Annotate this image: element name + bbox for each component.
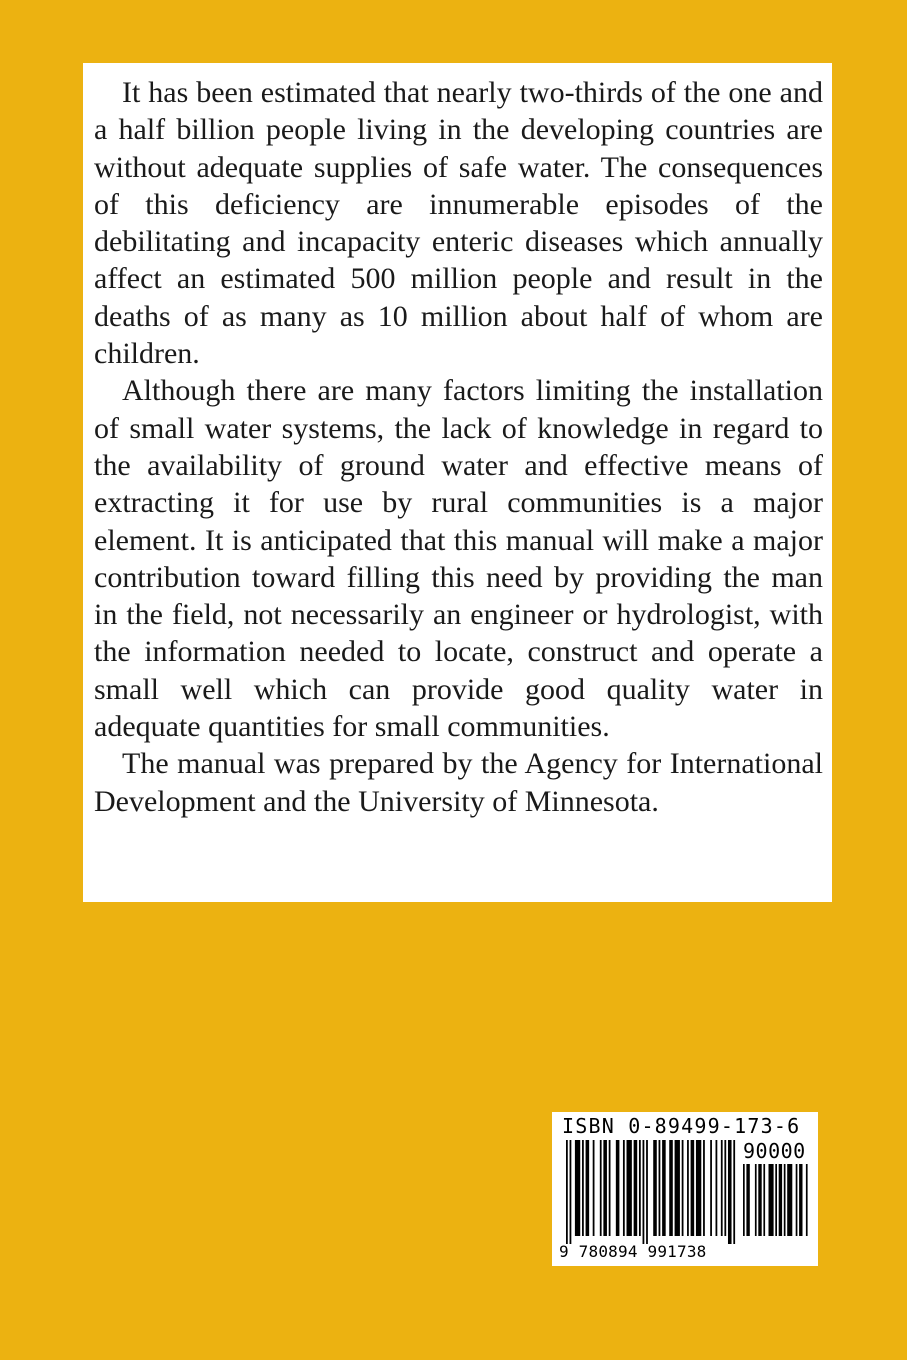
description-paragraph-3: The manual was prepared by the Agency for International Development and the University of Minnesota. (94, 747, 823, 818)
price-code: 90000 (743, 1139, 806, 1163)
isbn-label: ISBN 0-89499-173-6 (562, 1114, 801, 1138)
description-paragraph-1: It has been estimated that nearly two-thirds of the one and a half billion people living in the developing countries are without adequate supplies of safe water. The consequences of this deficiency are innumerable episodes of the debilitating and incapacity enteric diseases which annually affect an estimated 500 million people and result in the deaths of as many as 10 million about half of whom are children. (94, 76, 823, 371)
ean-barcode-bars (566, 1140, 736, 1244)
description-paragraph-2: Although there are many factors limiting the installation of small water systems, the lack of knowledge in regard to the availability of ground water and effective means of extracting it for use by rural communities is a major element. It is anticipated that this manual will make a major contribution toward filling this need by providing the man in the field, not necessarily an engineer or hydrologist, with the information needed to locate, construct and operate a small well which can provide good quality water in adequate quantities for small communities. (94, 374, 823, 744)
ean-digits: 9 780894 991738 (559, 1242, 707, 1261)
addon-barcode-bars (743, 1164, 809, 1244)
description-panel (83, 63, 832, 902)
isbn-barcode (552, 1112, 818, 1266)
